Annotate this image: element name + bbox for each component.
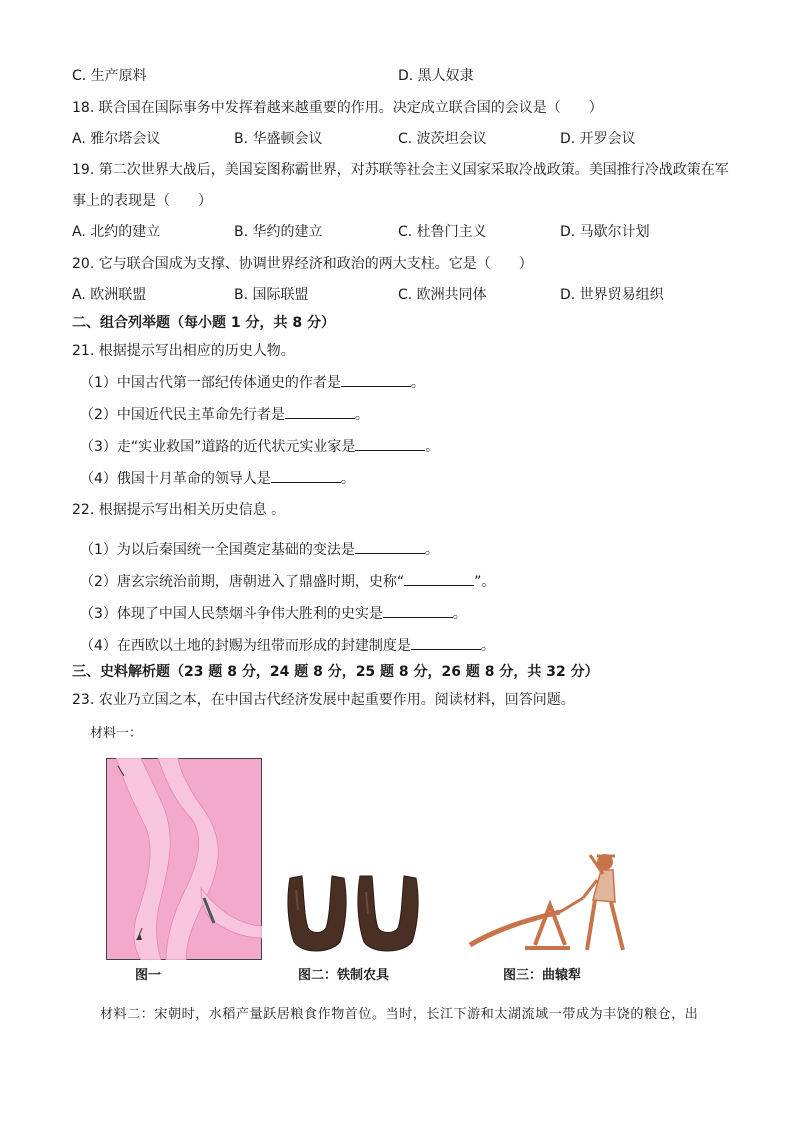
q19-option-b: B. 华约的建立 <box>234 224 323 240</box>
q19-stem-line2: 事上的表现是（ ） <box>72 193 212 209</box>
q21-item-2: （2）中国近代民主革命先行者是 。 <box>80 404 369 425</box>
q18-option-d: D. 开罗会议 <box>560 131 636 147</box>
q21-item-4: （4）俄国十月革命的领导人是 。 <box>80 468 355 489</box>
q21-item-3: （3）走“实业救国”道路的近代状元实业家是 。 <box>80 436 439 457</box>
q19-option-a: A. 北约的建立 <box>72 224 161 240</box>
q19-stem-line1: 19. 第二次世界大战后，美国妄图称霸世界，对苏联等社会主义国家采取冷战政策。美国推行冷战政策在军 <box>72 162 729 178</box>
dujiangyan-map-figure <box>106 758 262 960</box>
q18-option-c: C. 波茨坦会议 <box>398 131 487 147</box>
material-1-label: 材料一： <box>90 726 143 741</box>
answer-blank[interactable] <box>285 404 355 419</box>
q19-option-c: C. 杜鲁门主义 <box>398 224 487 240</box>
answer-blank[interactable] <box>411 635 481 650</box>
answer-blank[interactable] <box>404 571 474 586</box>
answer-blank[interactable] <box>355 539 425 554</box>
q19-option-d: D. 马歇尔计划 <box>560 224 650 240</box>
figure-1-caption: 图一 <box>135 968 162 983</box>
material-2-text: 材料二：宋朝时，水稻产量跃居粮食作物首位。当时，长江下游和太湖流域一带成为丰饶的粮仓，出 <box>100 1007 699 1022</box>
q22-stem: 22. 根据提示写出相关历史信息 。 <box>72 502 286 518</box>
q20-option-a: A. 欧洲联盟 <box>72 287 147 303</box>
section-2-title: 二、组合列举题（每小题 1 分，共 8 分） <box>72 315 335 331</box>
answer-blank[interactable] <box>271 468 341 483</box>
curved-plough-figure <box>465 850 645 960</box>
answer-blank[interactable] <box>355 436 425 451</box>
q23-stem: 23. 农业乃立国之本，在中国古代经济发展中起重要作用。阅读材料，回答问题。 <box>72 692 575 708</box>
q22-item-3: （3）体现了中国人民禁烟斗争伟大胜利的史实是 。 <box>80 603 467 624</box>
figure-2-caption: 图二：铁制农具 <box>298 968 390 983</box>
iron-tools-figure <box>282 870 432 960</box>
answer-blank[interactable] <box>341 372 411 387</box>
section-3-title: 三、史料解析题（23 题 8 分，24 题 8 分，25 题 8 分，26 题 8 分，共 32 分） <box>72 664 599 680</box>
q22-item-2: （2）唐玄宗统治前期，唐朝进入了鼎盛时期，史称“ ”。 <box>80 571 495 592</box>
q20-stem: 20. 它与联合国成为支撑、协调世界经济和政治的两大支柱。它是（ ） <box>72 256 533 272</box>
q17-option-c: C. 生产原料 <box>72 68 147 84</box>
q21-stem: 21. 根据提示写出相应的历史人物。 <box>72 343 295 359</box>
q20-option-c: C. 欧洲共同体 <box>398 287 487 303</box>
q20-option-d: D. 世界贸易组织 <box>560 287 664 303</box>
q21-item-1: （1）中国古代第一部纪传体通史的作者是 。 <box>80 372 425 393</box>
q18-option-a: A. 雅尔塔会议 <box>72 131 161 147</box>
q18-option-b: B. 华盛顿会议 <box>234 131 323 147</box>
q22-item-1: （1）为以后秦国统一全国奠定基础的变法是 。 <box>80 539 439 560</box>
q22-item-4: （4）在西欧以土地的封赐为纽带而形成的封建制度是 。 <box>80 635 495 656</box>
q18-stem: 18. 联合国在国际事务中发挥着越来越重要的作用。决定成立联合国的会议是（ ） <box>72 100 603 116</box>
answer-blank[interactable] <box>383 603 453 618</box>
q17-option-d: D. 黑人奴隶 <box>398 68 474 84</box>
figure-3-caption: 图三：曲辕犁 <box>503 968 582 983</box>
q20-option-b: B. 国际联盟 <box>234 287 309 303</box>
